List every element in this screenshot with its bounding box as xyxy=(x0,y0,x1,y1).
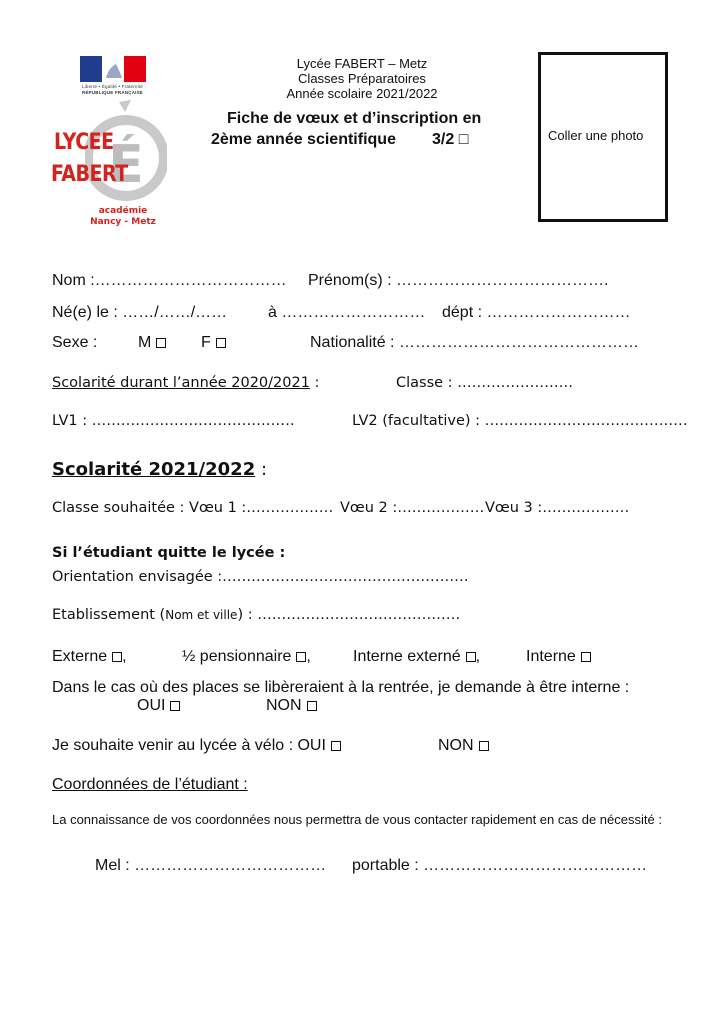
marianne-profile-icon xyxy=(102,56,124,82)
sexe-f-checkbox[interactable] xyxy=(216,338,226,348)
sexe-f-label: F xyxy=(201,334,211,351)
form-title-line2: 2ème année scientifique xyxy=(211,131,396,148)
previous-year-heading-colon: : xyxy=(309,375,320,391)
internat-non-option[interactable] xyxy=(266,697,317,715)
regime-demi-option[interactable] xyxy=(182,648,311,666)
classes-label: Classes Préparatoires xyxy=(298,71,426,86)
sexe-label: Sexe : xyxy=(52,334,98,351)
internat-non-label: NON xyxy=(266,697,302,714)
previous-classe-field[interactable]: Classe : …………………… xyxy=(396,375,574,391)
interne-externe-sep: , xyxy=(475,648,481,665)
velo-oui-option[interactable] xyxy=(52,737,341,755)
voeu1-field[interactable]: Classe souhaitée : Vœu 1 :……………… xyxy=(52,500,334,516)
form-title-line1: Fiche de vœux et d’inscription en xyxy=(227,110,482,127)
fabert-word: FABERT xyxy=(51,161,128,187)
previous-year-heading-text: Scolarité durant l’année 2020/2021 xyxy=(52,375,310,391)
current-year-heading-colon: : xyxy=(255,459,268,480)
lv1-field[interactable]: LV1 : …………………………………… xyxy=(52,413,295,429)
etablissement-label: Etablissement ( xyxy=(52,607,166,623)
internat-question: Dans le cas où des places se libèreraient à la rentrée, je demande à être interne : xyxy=(52,679,630,696)
contact-notice: La connaissance de vos coordonnées nous permettra de vous contacter rapidement en cas de nécessité : xyxy=(52,812,662,827)
sexe-m-checkbox[interactable] xyxy=(156,338,166,348)
lycee-word: LYCEE xyxy=(54,129,114,155)
school-year: Année scolaire 2021/2022 xyxy=(286,86,438,101)
french-flag-icon xyxy=(80,56,146,82)
velo-non-option[interactable] xyxy=(438,737,489,755)
internat-oui-checkbox[interactable] xyxy=(170,701,180,711)
etablissement-dots: ) : …………………………………… xyxy=(237,607,461,623)
e-accent-graphic xyxy=(85,100,167,212)
velo-non-checkbox[interactable] xyxy=(479,741,489,751)
prenom-field[interactable]: Prénom(s) : …………………………………. xyxy=(308,272,609,289)
etablissement-hint: Nom et ville xyxy=(165,608,238,622)
demi-pension-sep: , xyxy=(306,648,311,665)
nom-field[interactable]: Nom :……………………………… xyxy=(52,272,287,289)
regime-externe-option[interactable] xyxy=(52,648,127,666)
internat-oui-label: OUI xyxy=(137,697,166,714)
republique-francaise-text: RÉPUBLIQUE FRANÇAISE xyxy=(82,90,144,95)
interne-externe-checkbox[interactable] xyxy=(466,652,476,662)
sexe-m-label: M xyxy=(138,334,152,351)
interne-label: Interne xyxy=(526,648,576,665)
internat-non-checkbox[interactable] xyxy=(307,701,317,711)
velo-non-label: NON xyxy=(438,737,474,754)
photo-label: Coller une photo xyxy=(548,128,644,143)
school-header xyxy=(262,56,462,101)
contact-heading: Coordonnées de l’étudiant : xyxy=(52,776,248,793)
voeu2-field[interactable]: Vœu 2 :……………… xyxy=(340,500,485,516)
externe-label: Externe xyxy=(52,648,108,665)
departement-field[interactable]: dépt : ……………………… xyxy=(442,304,631,321)
previous-year-heading xyxy=(52,375,319,391)
orientation-field[interactable]: Orientation envisagée :…………………………………………… xyxy=(52,569,469,585)
birthdate-field[interactable]: Né(e) le : ……/……/…… xyxy=(52,304,228,321)
leaving-heading: Si l’étudiant quitte le lycée : xyxy=(52,545,286,561)
demi-pension-checkbox[interactable] xyxy=(296,652,306,662)
nationalite-field[interactable]: Nationalité : ……………………………………… xyxy=(310,334,639,351)
internat-oui-option[interactable] xyxy=(137,697,180,715)
marianne-tagline: Liberté • Égalité • Fraternité xyxy=(82,84,143,89)
academie-label: académie xyxy=(98,206,148,216)
lycee-e-letter: É xyxy=(108,135,144,195)
sexe-m-option[interactable] xyxy=(138,334,166,352)
class-option-checkbox[interactable]: 3/2 □ xyxy=(432,131,469,148)
current-year-heading-text: Scolarité 2021/2022 xyxy=(52,459,256,480)
sexe-f-option[interactable] xyxy=(201,334,226,352)
interne-checkbox[interactable] xyxy=(581,652,591,662)
lv2-field[interactable]: LV2 (facultative) : …………………………………… xyxy=(352,413,688,429)
regime-interne-option[interactable] xyxy=(526,648,591,666)
school-name: Lycée FABERT – Metz xyxy=(296,56,428,71)
academie-city: Nancy - Metz xyxy=(90,217,156,227)
demi-pension-label: ½ pensionnaire xyxy=(182,648,292,665)
externe-checkbox[interactable] xyxy=(112,652,122,662)
voeu3-field[interactable]: Vœu 3 :……………… xyxy=(485,500,630,516)
etablissement-field[interactable] xyxy=(52,607,460,623)
velo-oui-checkbox[interactable] xyxy=(331,741,341,751)
velo-question: Je souhaite venir au lycée à vélo : OUI xyxy=(52,737,326,754)
interne-externe-label: Interne externé xyxy=(353,648,461,665)
portable-field[interactable]: portable : …………………………………… xyxy=(352,857,648,874)
current-year-heading xyxy=(52,459,267,480)
mel-field[interactable]: Mel : ……………………………… xyxy=(95,857,327,874)
birthplace-field[interactable]: à ……………………… xyxy=(268,304,426,321)
regime-interne-externe-option[interactable] xyxy=(353,648,480,666)
externe-sep: , xyxy=(122,648,127,665)
